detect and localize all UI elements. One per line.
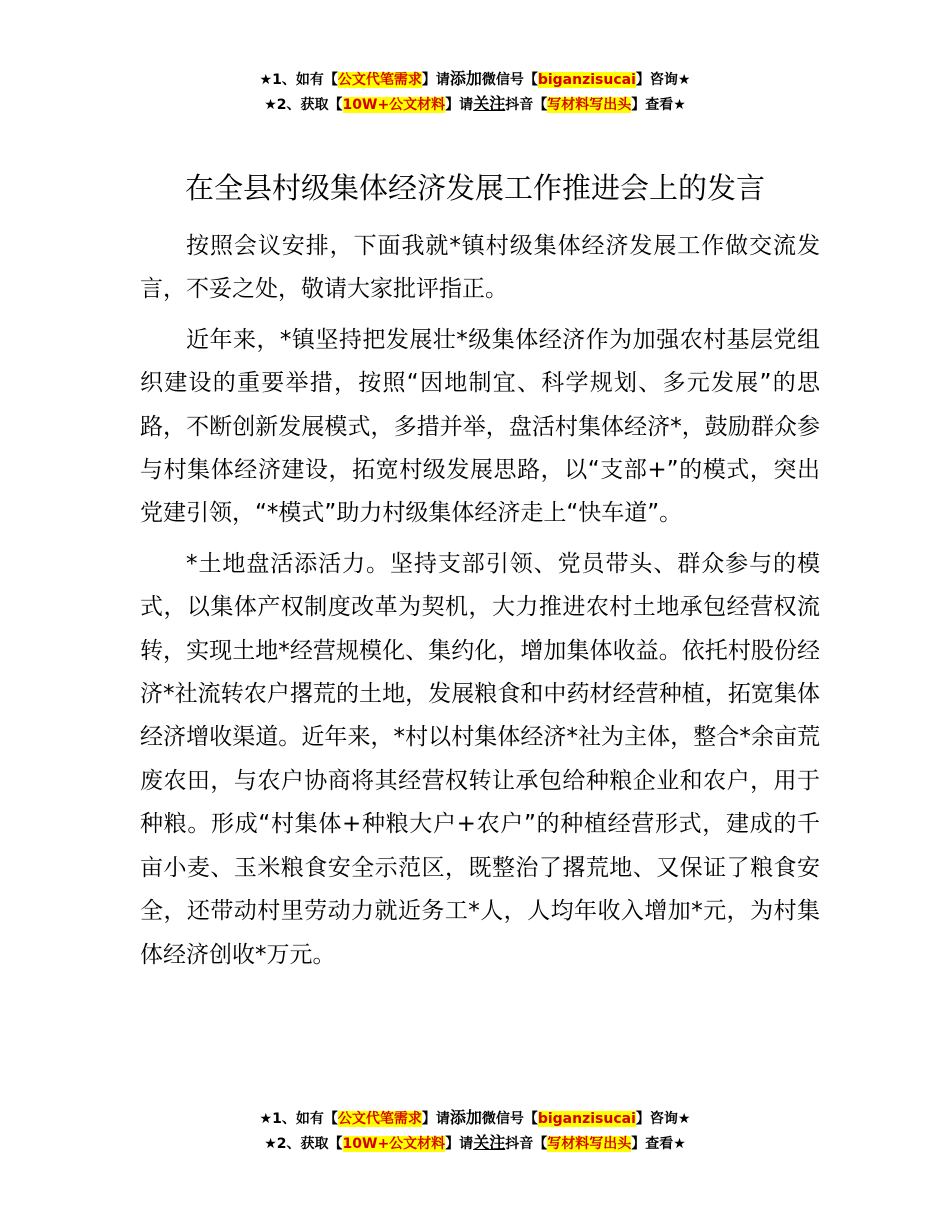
footer-line-2-text: 】请: [445, 1136, 474, 1152]
banner-highlight-wechat-id: biganzisucai: [537, 72, 636, 88]
footer-highlight-materials: 10W+公文材料: [342, 1136, 446, 1152]
footer-line-1-emphasis: 添加: [449, 1108, 482, 1127]
footer-line-2-prefix: ★2、获取【: [264, 1136, 343, 1152]
banner-line-1: [0, 67, 950, 92]
footer-line-2-emphasis: 关注: [473, 1133, 506, 1152]
paragraph-intro: 按照会议安排，下面我就*镇村级集体经济发展工作做交流发言，不妥之处，敬请大家批评指正。: [140, 233, 820, 303]
footer-highlight-douyin-account: 写材料写出头: [547, 1136, 632, 1152]
banner-highlight-ghostwriting: 公文代笔需求: [337, 72, 422, 88]
paragraph-overview: 近年来，*镇坚持把发展壮*级集体经济作为加强农村基层党组织建设的重要举措，按照“因地制宜、科学规划、多元发展”的思路，不断创新发展模式，多措并举，盘活村集体经济*，鼓励群众参与村集体经济建设，拓宽村级发展思路，以“支部+”的模式，突出党建引领，“*模式”助力村级集体经济走上“快车道”。: [140, 326, 820, 527]
footer-banner-line-2: [0, 1131, 950, 1156]
footer-line-2-text-2: 抖音【: [505, 1136, 548, 1152]
banner-line-2-emphasis: 关注: [473, 94, 506, 113]
banner-highlight-douyin-account: 写材料写出头: [547, 97, 632, 113]
banner-highlight-materials: 10W+公文材料: [342, 97, 446, 113]
footer-line-2-suffix: 】查看★: [631, 1136, 686, 1152]
banner-line-1-prefix: ★1、如有【: [259, 72, 338, 88]
document-title: 在全县村级集体经济发展工作推进会上的发言: [184, 171, 765, 205]
banner-line-2-prefix: ★2、获取【: [264, 97, 343, 113]
banner-line-1-text: 】请: [421, 72, 450, 88]
banner-line-1-suffix: 】咨询★: [635, 72, 691, 88]
footer-line-1-prefix: ★1、如有【: [259, 1111, 338, 1127]
footer-line-1-text: 】请: [421, 1111, 450, 1127]
footer-banner-line-1: [0, 1106, 950, 1131]
banner-line-2-text-2: 抖音【: [505, 97, 548, 113]
footer-highlight-ghostwriting: 公文代笔需求: [337, 1111, 422, 1127]
footer-line-1-suffix: 】咨询★: [635, 1111, 691, 1127]
banner-line-1-emphasis: 添加: [449, 69, 482, 88]
header-banner: [0, 67, 950, 117]
banner-line-1-text-2: 微信号【: [481, 72, 538, 88]
footer-line-1-text-2: 微信号【: [481, 1111, 538, 1127]
paragraph-land-revitalization: *土地盘活添活力。坚持支部引领、党员带头、群众参与的模式，以集体产权制度改革为契机，大力推进农村土地承包经营权流转，实现土地*经营规模化、集约化，增加集体收益。依托村股份经济*社流转农户撂荒的土地，发展粮食和中药材经营种植，拓宽集体经济增收渠道。近年来，*村以村集体经济*社为主体，整合*余亩荒废农田，与农户协商将其经营权转让承包给种粮企业和农户，用于种粮。形成“村集体+种粮大户+农户”的种植经营形式，建成的千亩小麦、玉米粮食安全示范区，既整治了撂荒地、又保证了粮食安全，还带动村里劳动力就近务工*人，人均年收入增加*元，为村集体经济创收*万元。: [140, 550, 820, 968]
banner-line-2-suffix: 】查看★: [631, 97, 686, 113]
footer-banner: [0, 1106, 950, 1156]
footer-highlight-wechat-id: biganzisucai: [537, 1111, 636, 1127]
document-body: [140, 225, 820, 984]
banner-line-2: [0, 92, 950, 117]
banner-line-2-text: 】请: [445, 97, 474, 113]
